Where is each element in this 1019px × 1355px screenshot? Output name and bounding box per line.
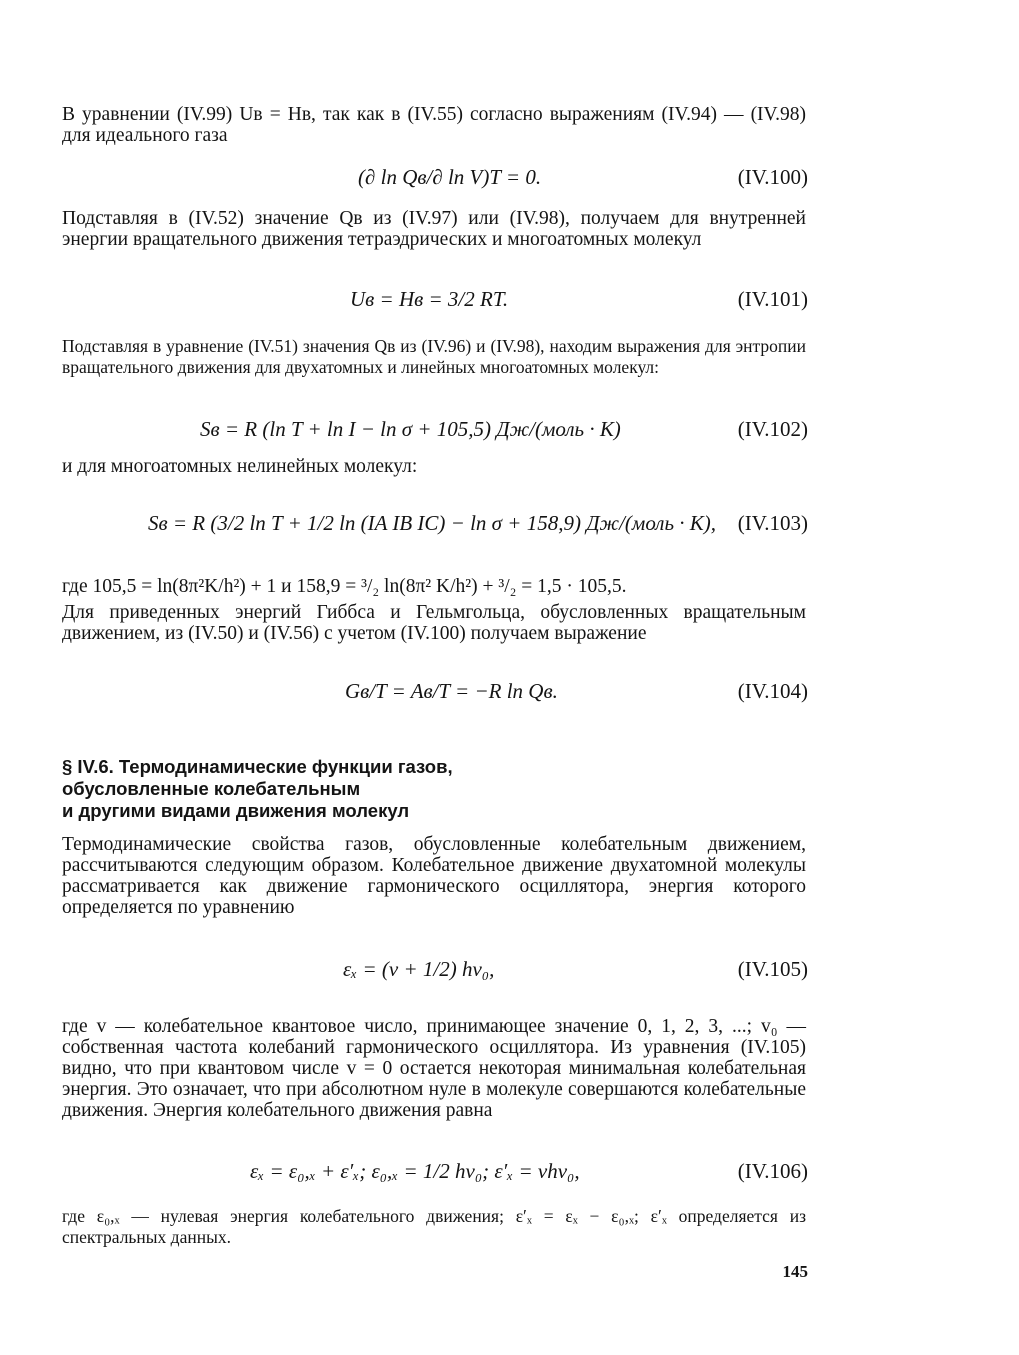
equation-formula: Gв/T = Aв/T = −R ln Qв.: [345, 679, 558, 703]
equation-iv-100: [0, 162, 1019, 202]
paragraph-entropy: Подставляя в уравнение (IV.51) значения Qв из (IV.96) и (IV.98), находим выражения для энтропии вращательного движения для двухатомных и линейных многоатомных молекул:: [62, 336, 806, 377]
equation-formula: (∂ ln Qв/∂ ln V)T = 0.: [358, 165, 542, 189]
section-heading-line: и другими видами движения молекул: [62, 800, 410, 821]
equation-number: (IV.100): [737, 165, 808, 189]
page-number: 145: [782, 1262, 808, 1281]
equation-iv-104: [0, 676, 1019, 716]
equation-formula: Sв = R (ln T + ln I − ln σ + 105,5) Дж/(моль · К): [200, 417, 621, 441]
equation-iv-106: [0, 1156, 1019, 1196]
paragraph-internal-energy: Подставляя в (IV.52) значение Qв из (IV.97) или (IV.98), получаем для внутренней энергии вращательного движения тетраэдрических и многоатомных молекул: [62, 208, 806, 250]
paragraph-gibbs: Для приведенных энергий Гиббса и Гельмгольца, обусловленных вращательным движением, из (IV.50) и (IV.56) с учетом (IV.100) получаем выражение: [62, 602, 806, 644]
equation-formula: Sв = R (3/2 ln T + 1/2 ln (IA IB IC) − ln σ + 158,9) Дж/(моль · К),: [148, 511, 716, 535]
equation-iv-103: [0, 508, 1019, 548]
paragraph-nonlinear: и для многоатомных нелинейных молекул:: [62, 456, 418, 477]
equation-number: (IV.101): [737, 287, 808, 311]
equation-formula: Uв = Hв = 3/2 RT.: [350, 287, 509, 311]
section-heading: [62, 756, 662, 822]
equation-number: (IV.103): [737, 511, 808, 535]
section-heading-line: обусловленные колебательным: [62, 778, 361, 799]
equation-number: (IV.102): [737, 417, 808, 441]
paragraph-zero-energy: где ε₀,ₓ — нулевая энергия колебательного движения; ε′ₓ = εₓ − ε₀,ₓ; ε′ₓ определяется из спектральных данных.: [62, 1206, 806, 1247]
equation-number: (IV.106): [737, 1159, 808, 1183]
paragraph-vibrational: Термодинамические свойства газов, обусловленные колебательным движением, рассчитываются следующим образом. Колебательное движение двухатомной молекулы рассматривается как движение гармонического осциллятора, энергия которого определяется по уравнению: [62, 834, 806, 918]
equation-iv-102: [0, 414, 1019, 454]
section-heading-line: § IV.6. Термодинамические функции газов,: [62, 756, 453, 777]
equation-iv-105: [0, 954, 1019, 994]
equation-number: (IV.105): [737, 957, 808, 981]
equation-formula: εₓ = ε₀,ₓ + ε′ₓ; ε₀,ₓ = 1/2 hv₀; ε′ₓ = vhv₀,: [250, 1159, 580, 1183]
paragraph-intro: В уравнении (IV.99) Uв = Hв, так как в (IV.55) согласно выражениям (IV.94) — (IV.98) для идеального газа: [62, 104, 806, 146]
equation-formula: εₓ = (v + 1/2) hv₀,: [343, 957, 495, 981]
paragraph-constants: где 105,5 = ln(8π²K/h²) + 1 и 158,9 = ³/₂ ln(8π² K/h²) + ³/₂ = 1,5 · 105,5.: [62, 576, 627, 597]
paragraph-quantum-number: где v — колебательное квантовое число, принимающее значение 0, 1, 2, 3, ...; v₀ — собственная частота колебаний гармонического осциллятора. Из уравнения (IV.105) видно, что при квантовом числе v = 0 остается некоторая минимальная колебательная энергия. Это означает, что при абсолютном нуле в молекуле совершаются колебательные движения. Энергия колебательного движения равна: [62, 1016, 806, 1121]
equation-number: (IV.104): [737, 679, 808, 703]
equation-iv-101: [0, 284, 1019, 324]
